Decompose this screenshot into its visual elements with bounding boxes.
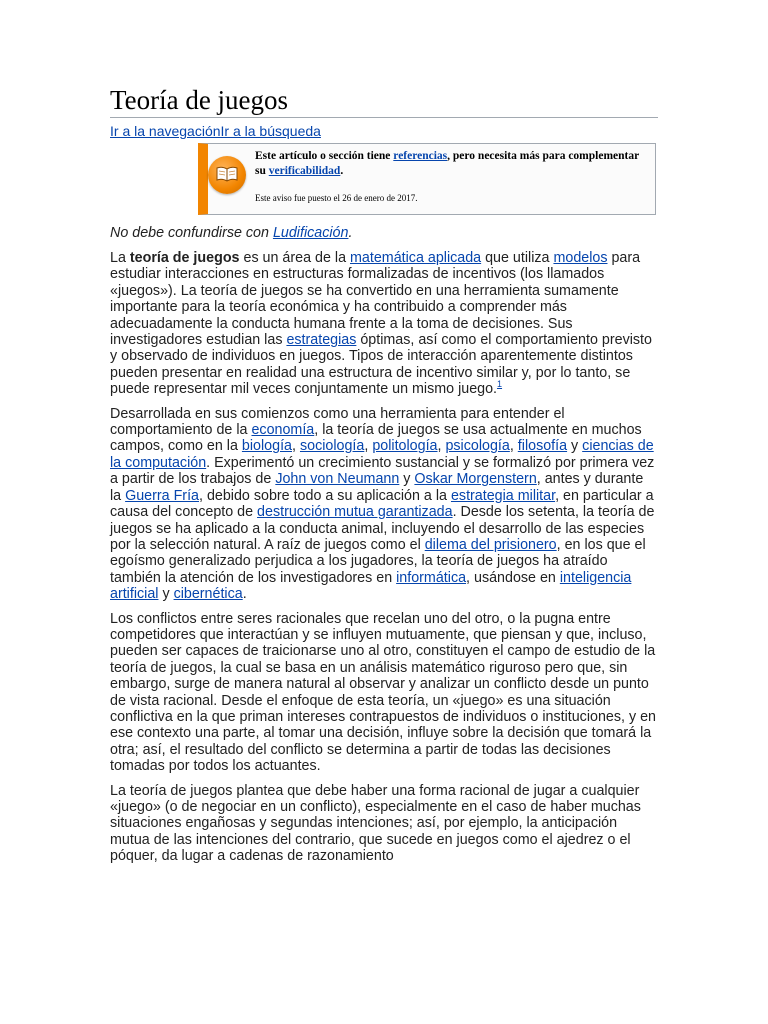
- estrategias-link[interactable]: estrategias: [286, 332, 357, 349]
- paragraph-rational-play: La teoría de juegos plantea que debe haber una forma racional de jugar a cualquier «juego» (o de negociar en un conflicto), especialmente en el caso de haber muchas situaciones engañosas y segundas intenciones; así, por ejemplo, la anticipación mutua de las intenciones del contrario, que sucede en juegos como el ajedrez o el póquer, da lugar a cadenas de razonamiento: [110, 782, 641, 865]
- hatnote-end: .: [348, 225, 353, 241]
- cibernetica-link[interactable]: cibernética: [173, 586, 243, 603]
- sociologia-link[interactable]: sociología: [299, 438, 365, 455]
- ciencias-computacion-link[interactable]: ciencias de la computación: [110, 438, 654, 471]
- filosofia-link[interactable]: filosofía: [517, 438, 568, 455]
- biologia-link[interactable]: biología: [241, 438, 293, 455]
- morgenstern-link[interactable]: Oskar Morgenstern: [414, 471, 537, 488]
- guerra-fria-link[interactable]: Guerra Fría: [125, 487, 199, 504]
- text-span: óptimas, así como el comportamiento previsto y observado de individuos en juegos. Tipos de interacción aparentemente distintos pueden presentar en realidad una estructura de incentivo similar y, por lo tanto, se puede representar mil veces conjuntamente un mismo juego.: [110, 332, 652, 398]
- notice-text-part: .: [340, 164, 344, 177]
- text-span: . Desde los setenta, la teoría de juegos se ha aplicado a la conducta animal, incluyendo el desarrollo de las especies por la selección natural. A raíz de juegos como el: [110, 504, 655, 553]
- notice-text-part: , pero necesita más para complementar su: [255, 150, 640, 177]
- page-title: Teoría de juegos: [110, 84, 658, 118]
- inteligencia-artificial-link[interactable]: inteligencia artificial: [110, 569, 632, 603]
- references-link[interactable]: referencias: [393, 150, 448, 162]
- text-span: y: [567, 438, 583, 455]
- text-span: ,: [509, 438, 518, 455]
- paragraph-intro: [110, 250, 658, 398]
- hatnote-text: No debe confundirse con: [110, 225, 273, 241]
- psicologia-link[interactable]: psicología: [445, 438, 510, 455]
- text-span: La: [110, 250, 130, 266]
- text-span: ,: [364, 438, 373, 455]
- notice-text: [255, 149, 645, 178]
- dilema-prisionero-link[interactable]: dilema del prisionero: [424, 536, 557, 553]
- text-span: , antes y durante la: [110, 471, 644, 504]
- hatnote: [110, 224, 658, 242]
- jump-to-navigation-link[interactable]: Ir a la navegación: [110, 123, 221, 139]
- text-span: , la teoría de juegos se usa actualmente en muchos campos, como en la: [110, 422, 642, 455]
- matematica-aplicada-link[interactable]: matemática aplicada: [350, 250, 482, 266]
- jump-links: [110, 122, 658, 140]
- text-span: , en particular a causa del concepto de: [110, 487, 654, 521]
- reference-1-link[interactable]: 1: [497, 379, 503, 390]
- paragraph-conflicts: Los conflictos entre seres racionales que recelan uno del otro, o la pugna entre competidores que interactúan y se influyen mutuamente, que piensan y que, incluso, pueden ser capaces de traicionarse uno al otro, constituyen el campo de estudio de la teoría de juegos, la cual se basa en un análisis matemático riguroso pero que, sin embargo, surge de manera natural al observar y analizar un conflicto desde un punto de vista racional. Desde el enfoque de esta teoría, un «juego» es una situación conflictiva en la que priman intereses contrapuestos de individuos o instituciones, y en ese contexto una parte, al tomar una decisión, influye sobre la decisión que tomará la otra; así, el resultado del conflicto se determina a partir de todas las decisiones tomadas por todos los actuantes.: [110, 610, 656, 775]
- text-span: para estudiar interacciones en estructuras formalizadas de incentivos (los llamados «juegos»). La teoría de juegos se ha convertido en una herramienta sumamente importante para la teoría económica y ha contribuido a comprender más adecuadamente la conducta humana frente a la toma de decisiones. Sus investigadores estudian las: [110, 250, 641, 349]
- text-span: es un área de la: [239, 250, 350, 266]
- informatica-link[interactable]: informática: [396, 569, 467, 586]
- destruccion-mutua-link[interactable]: destrucción mutua garantizada: [257, 504, 453, 521]
- text-span: ,: [437, 438, 446, 455]
- von-neumann-link[interactable]: John von Neumann: [275, 471, 400, 488]
- references-notice-box: [198, 143, 656, 215]
- book-icon: [208, 156, 246, 194]
- verifiability-link[interactable]: verificabilidad: [268, 164, 341, 177]
- text-span: Desarrollada en sus comienzos como una herramienta para entender el comportamiento de la: [110, 405, 565, 439]
- notice-text-part: Este artículo o sección tiene: [255, 150, 394, 162]
- bold-term: teoría de juegos: [129, 250, 240, 266]
- estrategia-militar-link[interactable]: estrategia militar: [450, 487, 556, 504]
- modelos-link[interactable]: modelos: [553, 250, 608, 266]
- text-span: , usándose en: [466, 569, 560, 586]
- article-content: [110, 84, 658, 865]
- text-span: , en los que el egoísmo generalizado perjudica a los jugadores, la teoría de juegos ha atraído también la atención de los investigadores en: [110, 536, 646, 586]
- text-span: , debido sobre todo a su aplicación a la: [199, 487, 451, 504]
- text-span: ,: [292, 438, 300, 455]
- politologia-link[interactable]: politología: [372, 438, 438, 455]
- text-span: y: [158, 586, 174, 603]
- economia-link[interactable]: economía: [251, 422, 315, 439]
- text-span: y: [399, 471, 415, 488]
- ludificacion-link[interactable]: Ludificación: [272, 225, 349, 241]
- text-span: que utiliza: [481, 250, 554, 266]
- text-span: . Experimentó un crecimiento sustancial y se formalizó por primera vez a partir de los trabajos de: [110, 454, 655, 488]
- paragraph-history: [110, 406, 658, 603]
- notice-date: Este aviso fue puesto el 26 de enero de 2017.: [255, 193, 418, 203]
- text-span: .: [242, 586, 247, 603]
- jump-to-search-link[interactable]: Ir a la búsqueda: [220, 123, 321, 139]
